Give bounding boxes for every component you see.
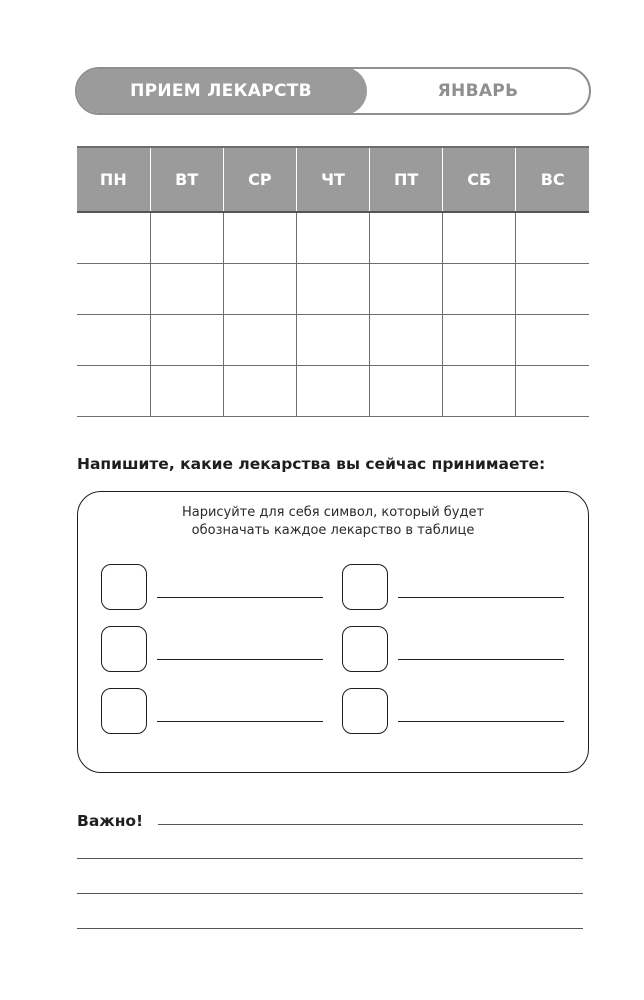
med-name-line[interactable]: [398, 721, 564, 722]
page-title: ПРИЕМ ЛЕКАРСТВ: [75, 67, 367, 115]
day-cell[interactable]: [223, 264, 296, 315]
meds-heading: Напишите, какие лекарства вы сейчас принимаете:: [77, 455, 546, 473]
note-line[interactable]: [77, 858, 583, 859]
day-header-sun: ВС: [516, 147, 589, 212]
day-cell[interactable]: [150, 264, 223, 315]
day-cell[interactable]: [443, 366, 516, 417]
table-row: [77, 315, 589, 366]
symbol-square[interactable]: [342, 626, 388, 672]
day-cell[interactable]: [77, 315, 150, 366]
table-row: [77, 366, 589, 417]
day-cell[interactable]: [296, 366, 369, 417]
table-body: [77, 212, 589, 417]
day-header-tue: ВТ: [150, 147, 223, 212]
day-cell[interactable]: [77, 212, 150, 264]
symbols-hint-line-1: Нарисуйте для себя символ, который будет: [181, 505, 485, 520]
table-header-row: [77, 147, 589, 212]
day-cell[interactable]: [223, 366, 296, 417]
day-cell[interactable]: [370, 264, 443, 315]
note-line[interactable]: [158, 824, 583, 825]
med-entry: [342, 626, 562, 674]
day-header-wed: СР: [223, 147, 296, 212]
day-cell[interactable]: [443, 264, 516, 315]
symbol-square[interactable]: [342, 688, 388, 734]
day-cell[interactable]: [223, 212, 296, 264]
med-entry: [342, 688, 562, 736]
med-name-line[interactable]: [398, 659, 564, 660]
med-name-line[interactable]: [157, 721, 323, 722]
med-entry: [342, 564, 562, 612]
day-header-fri: ПТ: [370, 147, 443, 212]
day-cell[interactable]: [77, 264, 150, 315]
day-header-thu: ЧТ: [296, 147, 369, 212]
med-name-line[interactable]: [157, 659, 323, 660]
symbol-square[interactable]: [342, 564, 388, 610]
med-entry: [101, 564, 321, 612]
header-pill: [75, 67, 591, 115]
symbols-hint: [78, 504, 588, 540]
day-cell[interactable]: [296, 315, 369, 366]
day-cell[interactable]: [516, 264, 589, 315]
symbols-box: [77, 491, 589, 773]
important-label: Важно!: [77, 812, 144, 830]
day-cell[interactable]: [370, 212, 443, 264]
day-cell[interactable]: [77, 366, 150, 417]
day-cell[interactable]: [370, 315, 443, 366]
day-cell[interactable]: [296, 212, 369, 264]
day-cell[interactable]: [443, 315, 516, 366]
symbol-square[interactable]: [101, 688, 147, 734]
med-entry: [101, 626, 321, 674]
med-name-line[interactable]: [157, 597, 323, 598]
day-cell[interactable]: [150, 212, 223, 264]
day-cell[interactable]: [150, 366, 223, 417]
note-line[interactable]: [77, 893, 583, 894]
table-row: [77, 212, 589, 264]
month-label: ЯНВАРЬ: [437, 81, 519, 101]
med-entry: [101, 688, 321, 736]
day-cell[interactable]: [516, 366, 589, 417]
day-cell[interactable]: [370, 366, 443, 417]
day-header-mon: ПН: [77, 147, 150, 212]
symbol-square[interactable]: [101, 564, 147, 610]
table-row: [77, 264, 589, 315]
day-cell[interactable]: [223, 315, 296, 366]
day-cell[interactable]: [296, 264, 369, 315]
day-cell[interactable]: [443, 212, 516, 264]
symbol-square[interactable]: [101, 626, 147, 672]
weekly-table: [77, 146, 589, 417]
day-cell[interactable]: [150, 315, 223, 366]
day-cell[interactable]: [516, 315, 589, 366]
symbols-hint-line-2: обозначать каждое лекарство в таблице: [191, 523, 475, 538]
day-header-sat: СБ: [443, 147, 516, 212]
med-name-line[interactable]: [398, 597, 564, 598]
note-line[interactable]: [77, 928, 583, 929]
day-cell[interactable]: [516, 212, 589, 264]
